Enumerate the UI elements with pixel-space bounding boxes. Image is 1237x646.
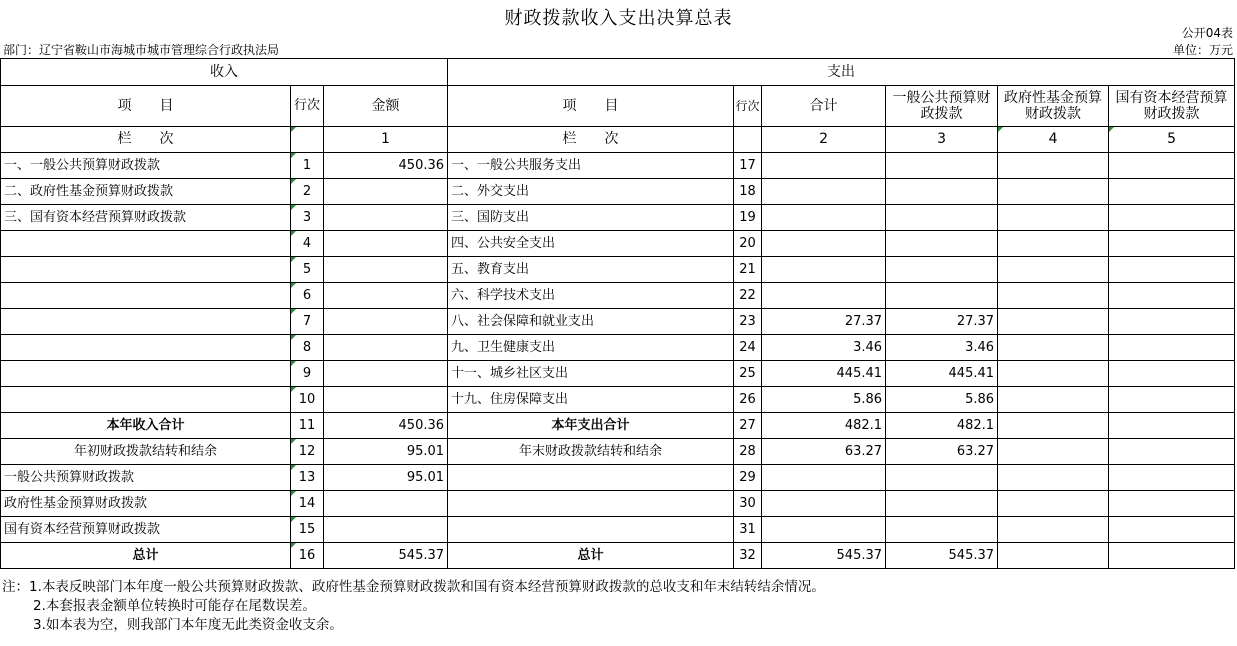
expense-item-header: 项 目 (448, 86, 734, 127)
expense-rowno-cell: 29 (734, 465, 762, 491)
gov-fund-cell (998, 309, 1109, 335)
income-rowno-cell: 16 (291, 543, 324, 569)
state-capital-cell (1109, 439, 1235, 465)
expense-rowno-cell: 24 (734, 335, 762, 361)
expense-item-cell: 本年支出合计 (448, 413, 734, 439)
expense-total-cell (762, 491, 886, 517)
income-amount-cell (324, 309, 448, 335)
col-number-2: 2 (762, 127, 886, 153)
income-amount-cell (324, 517, 448, 543)
gov-fund-cell (998, 283, 1109, 309)
header-row-1 (1, 59, 1235, 86)
income-item-cell (1, 231, 291, 257)
header-row-3 (1, 127, 1235, 153)
col-number-4: 4 (998, 127, 1109, 153)
general-budget-cell: 482.1 (886, 413, 998, 439)
income-item-cell (1, 309, 291, 335)
expense-item-cell: 十九、住房保障支出 (448, 387, 734, 413)
budget-table (0, 58, 1235, 569)
general-budget-cell: 27.37 (886, 309, 998, 335)
expense-total-cell (762, 153, 886, 179)
gov-fund-cell (998, 257, 1109, 283)
income-amount-cell (324, 283, 448, 309)
expense-item-cell: 十一、城乡社区支出 (448, 361, 734, 387)
footnotes (2, 578, 825, 635)
income-rowno-cell: 10 (291, 387, 324, 413)
income-rowno-cell: 11 (291, 413, 324, 439)
col-number-1: 1 (324, 127, 448, 153)
expense-header: 支出 (448, 59, 1235, 86)
expense-item-cell (448, 491, 734, 517)
general-budget-cell: 63.27 (886, 439, 998, 465)
expense-item-cell: 二、外交支出 (448, 179, 734, 205)
col-number-5: 5 (1109, 127, 1235, 153)
expense-total-cell (762, 283, 886, 309)
income-amount-cell (324, 361, 448, 387)
expense-item-cell: 三、国防支出 (448, 205, 734, 231)
gov-fund-cell (998, 491, 1109, 517)
expense-item-cell (448, 517, 734, 543)
income-amount-header: 金额 (324, 86, 448, 127)
general-budget-cell: 3.46 (886, 335, 998, 361)
footnote-2: 2.本套报表金额单位转换时可能存在尾数误差。 (33, 598, 316, 614)
general-budget-cell: 5.86 (886, 387, 998, 413)
income-item-cell (1, 335, 291, 361)
table-row (1, 205, 1235, 231)
expense-item-cell: 五、教育支出 (448, 257, 734, 283)
gov-fund-cell (998, 231, 1109, 257)
expense-rowno-header: 行次 (734, 86, 762, 127)
state-capital-cell (1109, 413, 1235, 439)
income-amount-cell: 95.01 (324, 439, 448, 465)
income-amount-cell: 545.37 (324, 543, 448, 569)
table-row (1, 361, 1235, 387)
expense-total-cell: 5.86 (762, 387, 886, 413)
income-rowno-cell: 6 (291, 283, 324, 309)
expense-item-cell (448, 465, 734, 491)
table-row (1, 517, 1235, 543)
table-row (1, 491, 1235, 517)
income-rowno-cell: 13 (291, 465, 324, 491)
footnote-1: 注：1.本表反映部门本年度一般公共预算财政拨款、政府性基金预算财政拨款和国有资本经营预算财政拨款的总收支和年末结转结余情况。 (2, 579, 825, 595)
general-budget-cell (886, 491, 998, 517)
income-rowno-cell: 7 (291, 309, 324, 335)
gov-fund-cell (998, 543, 1109, 569)
table-row (1, 153, 1235, 179)
gov-fund-cell (998, 205, 1109, 231)
gov-fund-cell (998, 465, 1109, 491)
expense-rowno-cell: 31 (734, 517, 762, 543)
general-budget-cell (886, 231, 998, 257)
expense-total-cell: 27.37 (762, 309, 886, 335)
income-rowno-cell: 9 (291, 361, 324, 387)
expense-item-cell: 八、社会保障和就业支出 (448, 309, 734, 335)
general-budget-cell (886, 205, 998, 231)
general-budget-cell (886, 153, 998, 179)
state-capital-cell (1109, 283, 1235, 309)
income-item-cell (1, 387, 291, 413)
header-row-2 (1, 86, 1235, 127)
expense-total-cell (762, 179, 886, 205)
expense-total-cell (762, 257, 886, 283)
expense-rowno-cell: 21 (734, 257, 762, 283)
income-item-cell: 一般公共预算财政拨款 (1, 465, 291, 491)
state-capital-cell (1109, 335, 1235, 361)
income-amount-cell (324, 491, 448, 517)
state-capital-cell (1109, 517, 1235, 543)
income-amount-cell: 95.01 (324, 465, 448, 491)
expense-total-cell (762, 205, 886, 231)
general-budget-cell: 445.41 (886, 361, 998, 387)
income-rowno-cell: 5 (291, 257, 324, 283)
income-item-cell: 三、国有资本经营预算财政拨款 (1, 205, 291, 231)
form-number: 公开04表 (1181, 26, 1233, 40)
state-capital-cell (1109, 257, 1235, 283)
report-title: 财政拨款收入支出决算总表 (504, 8, 733, 29)
expense-total-header: 合计 (762, 86, 886, 127)
gov-fund-cell (998, 517, 1109, 543)
income-amount-cell (324, 205, 448, 231)
income-header: 收入 (1, 59, 448, 86)
state-capital-header: 国有资本经营预算财政拨款 (1109, 86, 1235, 127)
income-column-label: 栏 次 (1, 127, 291, 153)
income-rowno-cell: 3 (291, 205, 324, 231)
income-amount-cell (324, 387, 448, 413)
expense-rowno-cell: 30 (734, 491, 762, 517)
expense-rowno-cell: 32 (734, 543, 762, 569)
income-rowno-cell: 15 (291, 517, 324, 543)
expense-total-cell (762, 465, 886, 491)
income-amount-cell (324, 231, 448, 257)
income-rowno-cell: 2 (291, 179, 324, 205)
state-capital-cell (1109, 387, 1235, 413)
state-capital-cell (1109, 205, 1235, 231)
expense-total-cell: 63.27 (762, 439, 886, 465)
expense-rowno-cell: 18 (734, 179, 762, 205)
income-rowno-cell: 8 (291, 335, 324, 361)
gov-fund-cell (998, 361, 1109, 387)
expense-item-cell: 年末财政拨款结转和结余 (448, 439, 734, 465)
table-row (1, 543, 1235, 569)
expense-item-cell: 四、公共安全支出 (448, 231, 734, 257)
table-row (1, 335, 1235, 361)
gov-fund-cell (998, 179, 1109, 205)
table-row (1, 283, 1235, 309)
expense-rowno-cell: 23 (734, 309, 762, 335)
expense-item-cell: 一、一般公共服务支出 (448, 153, 734, 179)
state-capital-cell (1109, 543, 1235, 569)
income-item-cell: 年初财政拨款结转和结余 (1, 439, 291, 465)
table-row (1, 309, 1235, 335)
gov-fund-cell (998, 439, 1109, 465)
income-rowno-cell: 1 (291, 153, 324, 179)
table-row (1, 439, 1235, 465)
general-budget-cell (886, 179, 998, 205)
income-amount-cell (324, 257, 448, 283)
gov-fund-header: 政府性基金预算财政拨款 (998, 86, 1109, 127)
income-amount-cell: 450.36 (324, 153, 448, 179)
income-item-cell (1, 283, 291, 309)
income-rowno-cell: 4 (291, 231, 324, 257)
income-item-cell (1, 361, 291, 387)
expense-total-cell: 482.1 (762, 413, 886, 439)
expense-total-cell: 545.37 (762, 543, 886, 569)
expense-rowno-cell: 20 (734, 231, 762, 257)
state-capital-cell (1109, 309, 1235, 335)
expense-rowno-cell: 17 (734, 153, 762, 179)
income-item-cell: 本年收入合计 (1, 413, 291, 439)
expense-column-label: 栏 次 (448, 127, 734, 153)
expense-item-cell: 九、卫生健康支出 (448, 335, 734, 361)
table-row (1, 465, 1235, 491)
unit-label: 单位：万元 (1172, 43, 1233, 57)
income-rowno-cell: 14 (291, 491, 324, 517)
general-budget-cell: 545.37 (886, 543, 998, 569)
expense-rowno-cell: 28 (734, 439, 762, 465)
state-capital-cell (1109, 179, 1235, 205)
state-capital-cell (1109, 153, 1235, 179)
state-capital-cell (1109, 361, 1235, 387)
state-capital-cell (1109, 465, 1235, 491)
general-budget-cell (886, 283, 998, 309)
income-item-cell (1, 257, 291, 283)
expense-rowno-cell: 26 (734, 387, 762, 413)
income-item-header: 项 目 (1, 86, 291, 127)
income-item-cell: 国有资本经营预算财政拨款 (1, 517, 291, 543)
footnote-3: 3.如本表为空，则我部门本年度无此类资金收支余。 (33, 617, 343, 633)
income-item-cell: 二、政府性基金预算财政拨款 (1, 179, 291, 205)
state-capital-cell (1109, 231, 1235, 257)
col-number-3: 3 (886, 127, 998, 153)
income-rowno-header: 行次 (291, 86, 324, 127)
gov-fund-cell (998, 335, 1109, 361)
table-row (1, 231, 1235, 257)
income-item-cell: 政府性基金预算财政拨款 (1, 491, 291, 517)
state-capital-cell (1109, 491, 1235, 517)
income-item-cell: 总计 (1, 543, 291, 569)
expense-total-cell: 445.41 (762, 361, 886, 387)
general-budget-cell (886, 465, 998, 491)
income-amount-cell (324, 179, 448, 205)
expense-total-cell: 3.46 (762, 335, 886, 361)
expense-item-cell: 六、科学技术支出 (448, 283, 734, 309)
income-rowno-cell: 12 (291, 439, 324, 465)
expense-total-cell (762, 517, 886, 543)
general-budget-header: 一般公共预算财政拨款 (886, 86, 998, 127)
department-label: 部门：辽宁省鞍山市海城市城市管理综合行政执法局 (3, 43, 280, 57)
expense-rowno-cell: 25 (734, 361, 762, 387)
expense-item-cell: 总计 (448, 543, 734, 569)
general-budget-cell (886, 257, 998, 283)
gov-fund-cell (998, 153, 1109, 179)
expense-rowno-cell: 27 (734, 413, 762, 439)
general-budget-cell (886, 517, 998, 543)
table-row (1, 179, 1235, 205)
gov-fund-cell (998, 387, 1109, 413)
gov-fund-cell (998, 413, 1109, 439)
expense-rowno-cell: 19 (734, 205, 762, 231)
income-amount-cell: 450.36 (324, 413, 448, 439)
table-row (1, 387, 1235, 413)
table-row (1, 413, 1235, 439)
expense-rowno-cell: 22 (734, 283, 762, 309)
income-item-cell: 一、一般公共预算财政拨款 (1, 153, 291, 179)
expense-total-cell (762, 231, 886, 257)
table-row (1, 257, 1235, 283)
income-amount-cell (324, 335, 448, 361)
